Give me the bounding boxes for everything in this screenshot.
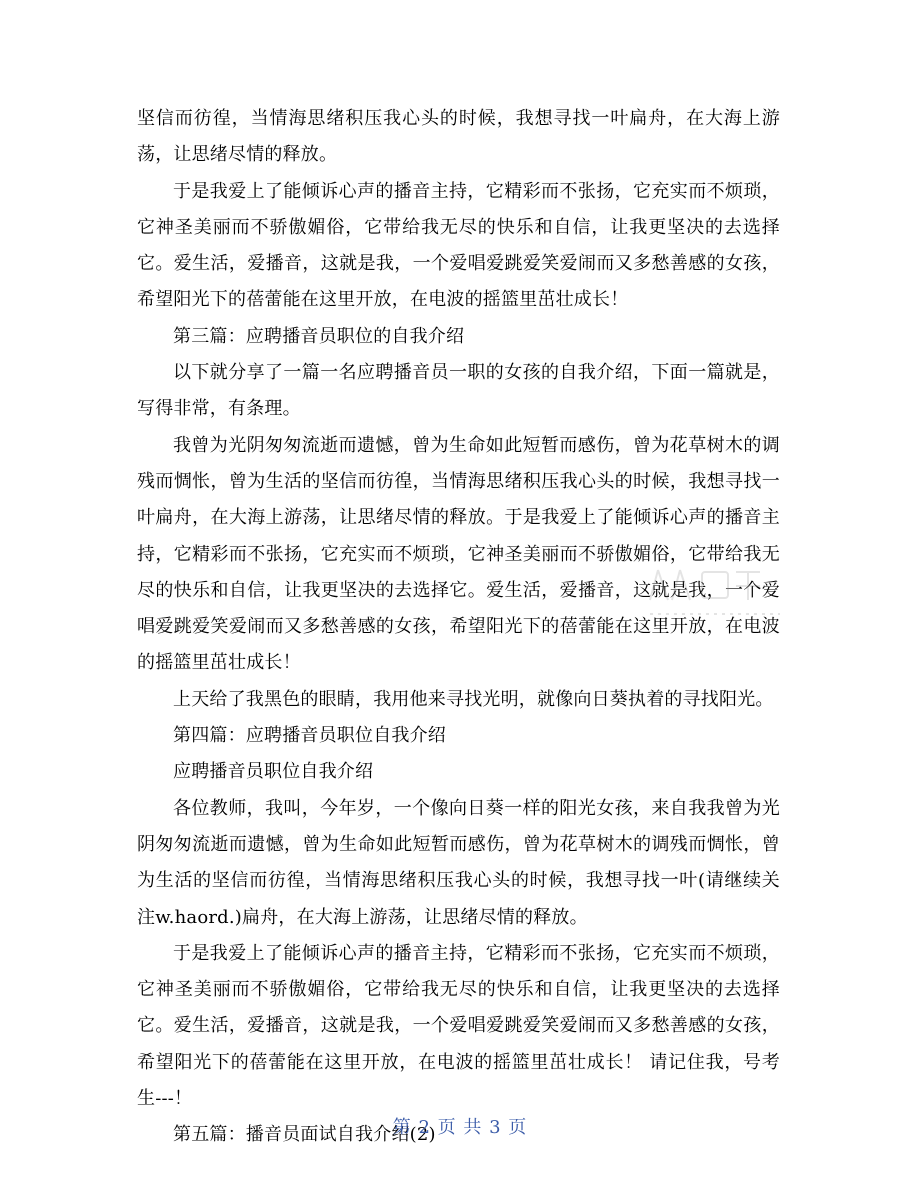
section-heading: 第三篇：应聘播音员职位的自我介绍 bbox=[173, 325, 465, 347]
paragraph: 各位教师，我叫，今年岁，一个像向日葵一样的阳光女孩，来自我我曾为光阴匆匆流逝而遗憾，曾为生命如此短暂而感伤，曾为花草树木的调残而惆怅，曾为生活的坚信而彷徨，当情海思绪积压我心头的时候，我想寻找一叶(请继续关注w.haord.)扁舟，在大海上游荡，让思绪尽情的释放。 bbox=[137, 797, 780, 928]
page-number-label: 第 2 页 共 3 页 bbox=[392, 1117, 528, 1138]
section-heading: 第四篇：应聘播音员职位自我介绍 bbox=[173, 725, 446, 747]
subheading: 应聘播音员职位自我介绍 bbox=[173, 761, 374, 783]
paragraph: 我曾为光阴匆匆流逝而遗憾，曾为生命如此短暂而感伤，曾为花草树木的调残而惆怅，曾为生活的坚信而彷徨，当情海思绪积压我心头的时候，我想寻找一叶扁舟，在大海上游荡，让思绪尽情的释放。于是我爱上了能倾诉心声的播音主持，它精彩而不张扬，它充实而不烦琐，它神圣美丽而不骄傲媚俗，它带给我无尽的快乐和自信，让我更坚决的去选择它。爱生活，爱播音，这就是我，一个爱唱爱跳爱笑爱闹而又多愁善感的女孩，希望阳光下的蓓蕾能在这里开放，在电波的摇篮里茁壮成长！ bbox=[137, 434, 780, 674]
document-body bbox=[137, 101, 780, 1154]
paragraph: 上天给了我黑色的眼睛，我用他来寻找光明，就像向日葵执着的寻找阳光。 bbox=[173, 688, 774, 710]
page-footer bbox=[0, 1113, 920, 1139]
paragraph: 于是我爱上了能倾诉心声的播音主持，它精彩而不张扬，它充实而不烦琐，它神圣美丽而不骄傲媚俗，它带给我无尽的快乐和自信，让我更坚决的去选择它。爱生活，爱播音，这就是我，一个爱唱爱跳爱笑爱闹而又多愁善感的女孩，希望阳光下的蓓蕾能在这里开放，在电波的摇篮里茁壮成长！ 请记住我，号考生---！ bbox=[137, 942, 780, 1110]
section-heading: 第五篇：播音员面试自我介绍(2) bbox=[173, 1124, 436, 1146]
paragraph: 以下就分享了一篇一名应聘播音员一职的女孩的自我介绍，下面一篇就是，写得非常，有条理。 bbox=[137, 362, 780, 420]
paragraph: 于是我爱上了能倾诉心声的播音主持，它精彩而不张扬，它充实而不烦琐，它神圣美丽而不骄傲媚俗，它带给我无尽的快乐和自信，让我更坚决的去选择它。爱生活，爱播音，这就是我，一个爱唱爱跳爱笑爱闹而又多愁善感的女孩，希望阳光下的蓓蕾能在这里开放，在电波的摇篮里茁壮成长！ bbox=[137, 180, 780, 311]
paragraph: 坚信而彷徨，当情海思绪积压我心头的时候，我想寻找一叶扁舟，在大海上游荡，让思绪尽情的释放。 bbox=[137, 108, 780, 166]
